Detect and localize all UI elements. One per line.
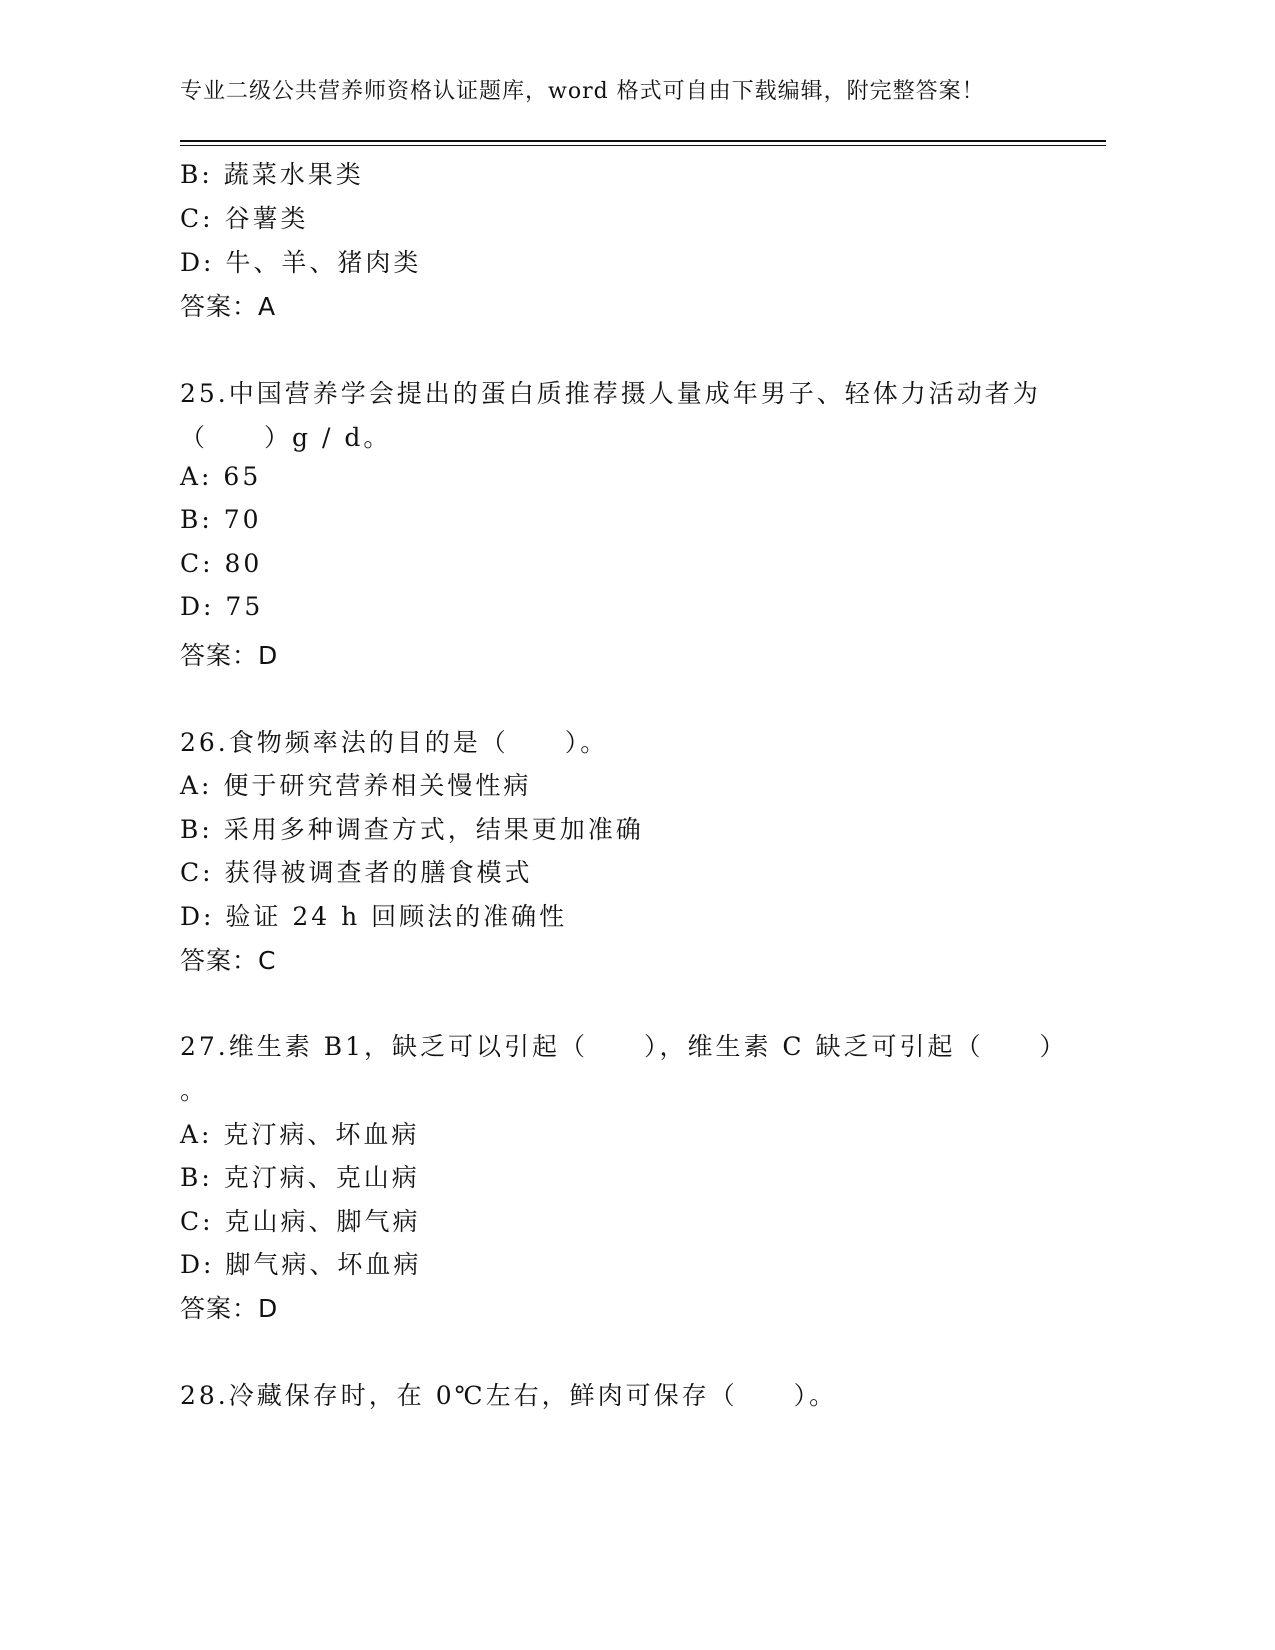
answer-line: 答案：D	[180, 641, 279, 670]
option-b: B: 采用多种调查方式，结果更加准确	[180, 815, 644, 844]
question-stem-continued: （ ）g / d。	[180, 423, 392, 452]
header-rule-thin	[180, 145, 1106, 146]
question-stem: 25.中国营养学会提出的蛋白质推荐摄人量成年男子、轻体力活动者为	[180, 379, 1041, 408]
answer-line: 答案：A	[180, 292, 277, 321]
question-stem: 27.维生素 B1，缺乏可以引起（ ），维生素 C 缺乏可引起（ ）	[180, 1032, 1068, 1061]
option-d: D: 脚气病、坏血病	[180, 1250, 422, 1279]
option-d: D: 验证 24 h 回顾法的准确性	[180, 902, 568, 931]
option-b: B: 70	[180, 505, 262, 534]
option-d: D: 75	[180, 592, 264, 621]
question-stem-continued: 。	[180, 1076, 209, 1105]
question-stem: 26.食物频率法的目的是（ ）。	[180, 728, 609, 757]
answer-line: 答案：D	[180, 1294, 279, 1323]
page-header: 专业二级公共营养师资格认证题库，word 格式可自由下载编辑，附完整答案！	[180, 79, 985, 104]
option-c: C: 80	[180, 549, 263, 578]
option-c: C: 克山病、脚气病	[180, 1207, 421, 1236]
option-a: A: 便于研究营养相关慢性病	[180, 771, 532, 800]
option-b: B: 克汀病、克山病	[180, 1163, 420, 1192]
answer-line: 答案：C	[180, 946, 277, 975]
option-d: D: 牛、羊、猪肉类	[180, 248, 422, 277]
option-a: A: 65	[180, 462, 262, 491]
option-b: B: 蔬菜水果类	[180, 160, 364, 189]
option-c: C: 获得被调查者的膳食模式	[180, 858, 533, 887]
option-c: C: 谷薯类	[180, 204, 309, 233]
header-rule-thick	[180, 140, 1106, 142]
question-stem: 28.冷藏保存时，在 0℃左右，鲜肉可保存（ ）。	[180, 1381, 838, 1410]
option-a: A: 克汀病、坏血病	[180, 1120, 420, 1149]
